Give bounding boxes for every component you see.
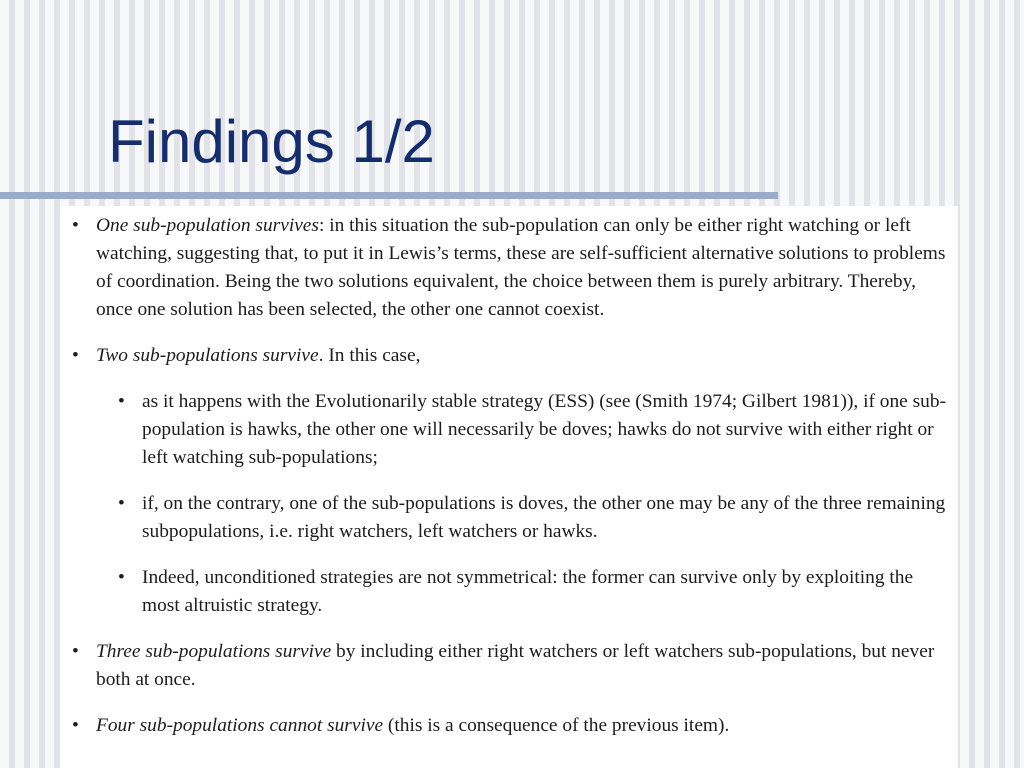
finding-text: : in this situation the sub-population can only be either right watching or left watching, suggesting that, to put it in Lewis’s terms, these are self-sufficient alternative solutions to problems of coordination. Being the two solutions equivalent, the choice between them is purely arbitrary. Thereby, once one solution has been selected, the other one cannot coexist.	[96, 215, 946, 320]
finding-text: (this is a consequence of the previous item).	[383, 715, 730, 736]
finding-lead: Three sub-populations survive	[96, 641, 332, 662]
findings-list	[60, 212, 958, 740]
finding-two-sub-populations	[60, 342, 958, 620]
case-doves: • if, on the contrary, one of the sub-populations is doves, the other one may be any of the three remaining subpopulations, i.e. right watchers, left watchers or hawks.	[96, 490, 954, 546]
finding-one-sub-population	[60, 212, 958, 324]
finding-lead: Two sub-populations survive	[96, 345, 319, 366]
content-panel	[60, 206, 958, 768]
case-hawks-doves: • as it happens with the Evolutionarily stable strategy (ESS) (see (Smith 1974; Gilbert 1981)), if one sub-population is hawks, the other one will necessarily be doves; hawks do not survive with either right or left watching sub-populations;	[96, 388, 954, 472]
finding-lead: Four sub-populations cannot survive	[96, 715, 384, 736]
finding-four-sub-populations	[60, 712, 958, 740]
finding-text: by including either right watchers or left watchers sub-populations, but never both at once.	[96, 641, 935, 690]
title-divider	[0, 192, 778, 199]
finding-lead: One sub-population survives	[96, 215, 319, 236]
finding-three-sub-populations	[60, 638, 958, 694]
finding-text: . In this case,	[318, 345, 421, 366]
two-sub-populations-cases	[96, 388, 954, 620]
slide-title: Findings 1/2	[108, 108, 435, 175]
case-unconditioned-strategies: • Indeed, unconditioned strategies are not symmetrical: the former can survive only by exploiting the most altruistic strategy.	[96, 564, 954, 620]
